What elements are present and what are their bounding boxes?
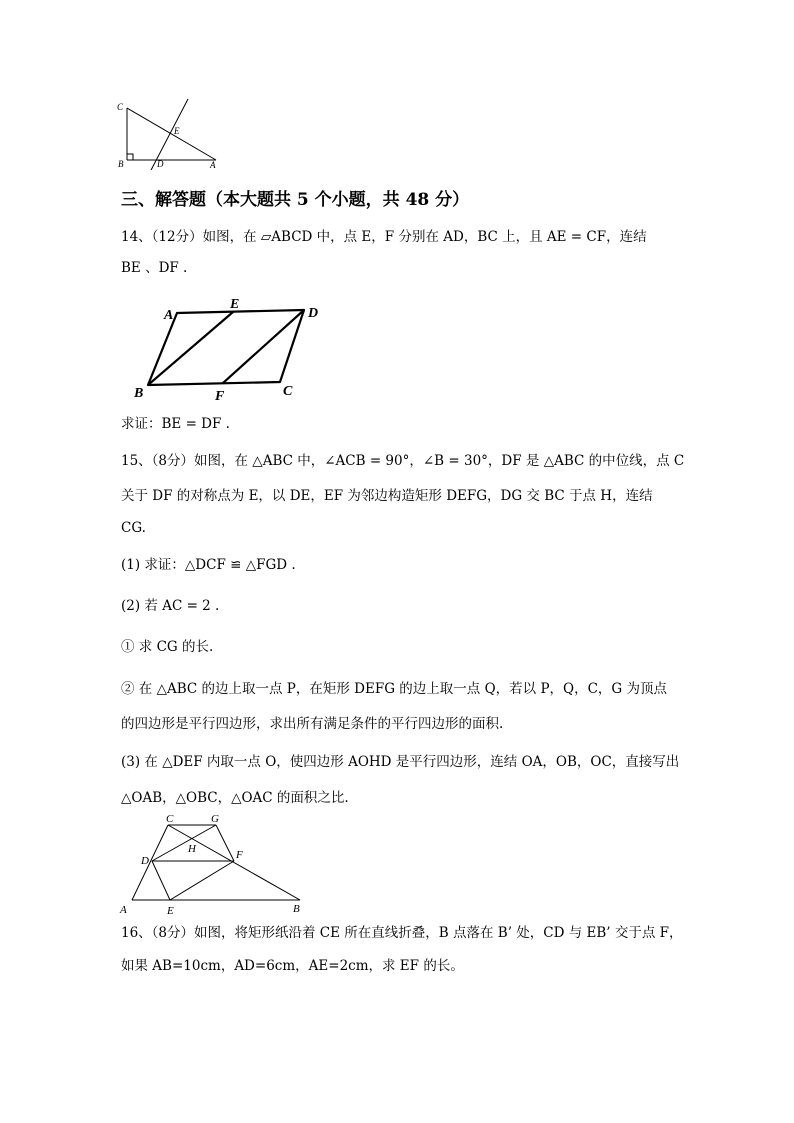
parallelogram-figure	[130, 294, 335, 406]
label-d: D	[157, 159, 164, 169]
label-b: B	[118, 159, 124, 169]
triangle-rectangle-figure	[114, 808, 314, 920]
right-angle-mark	[127, 154, 133, 160]
q15-sub2-line1: ② 在 △ABC 的边上取一点 P，在矩形 DEFG 的边上取一点 Q，若以 P，Q，C，G 为顶点	[121, 681, 667, 697]
label-c: C	[283, 384, 293, 399]
section-heading: 三、解答题（本大题共 5 个小题，共 48 分）	[121, 190, 470, 210]
q14-line1: 14、（12分）如图，在 ▱ABCD 中，点 E，F 分别在 AD，BC 上，且 AE = CF，连结	[121, 229, 647, 245]
segment-gf	[216, 825, 234, 861]
segment-dg	[152, 825, 216, 861]
q15-sub1: ① 求 CG 的长.	[121, 639, 214, 655]
q15-part3-line2: △OAB，△OBC，△OAC 的面积之比.	[121, 790, 349, 806]
label-d: D	[308, 306, 319, 321]
label-f: F	[215, 389, 225, 404]
label-g: G	[211, 813, 219, 825]
label-c: C	[117, 102, 124, 112]
label-e: E	[230, 297, 240, 312]
label-a: A	[210, 160, 216, 170]
segment-ef	[170, 861, 234, 900]
segment-ac	[132, 825, 168, 900]
q16-line1: 16、（8分）如图，将矩形纸沿着 CE 所在直线折叠，B 点落在 B’ 处，CD 与 EB’ 交于点 F，	[121, 925, 683, 941]
label-e: E	[174, 126, 180, 136]
segment-ca	[127, 108, 216, 160]
q15-line3: CG.	[121, 520, 146, 536]
label-e: E	[167, 905, 174, 917]
label-f: F	[236, 849, 243, 861]
transversal-de	[149, 99, 188, 170]
q15-part3-line1: (3) 在 △DEF 内取一点 O，使四边形 AOHD 是平行四边形，连结 OA，OB，OC，直接写出	[121, 754, 680, 770]
q14-line2: BE 、DF .	[121, 260, 188, 276]
q15-sub2-line2: 的四边形是平行四边形，求出所有满足条件的平行四边形的面积.	[121, 716, 504, 732]
q14-prove: 求证：BE = DF .	[121, 416, 230, 432]
label-d: D	[141, 855, 149, 867]
label-a: A	[120, 904, 127, 916]
label-b: B	[134, 386, 144, 401]
q15-line1: 15、（8分）如图，在 △ABC 中，∠ACB = 90°，∠B = 30°，DF 是 △ABC 的中位线，点 C	[121, 453, 685, 469]
label-a: A	[164, 308, 174, 323]
q15-line2: 关于 DF 的对称点为 E，以 DE，EF 为邻边构造矩形 DEFG，DG 交 BC 于点 H，连结	[121, 488, 653, 504]
label-b: B	[293, 903, 300, 915]
q16-line2: 如果 AB=10cm，AD=6cm，AE=2cm，求 EF 的长。	[121, 958, 464, 974]
q15-part2: (2) 若 AC = 2 .	[121, 598, 220, 614]
triangle-figure	[112, 96, 224, 170]
label-c: C	[166, 813, 174, 825]
segment-be	[148, 312, 233, 385]
q15-part1: (1) 求证：△DCF ≌ △FGD .	[121, 557, 296, 573]
label-h: H	[188, 843, 196, 855]
segment-de	[152, 861, 170, 900]
